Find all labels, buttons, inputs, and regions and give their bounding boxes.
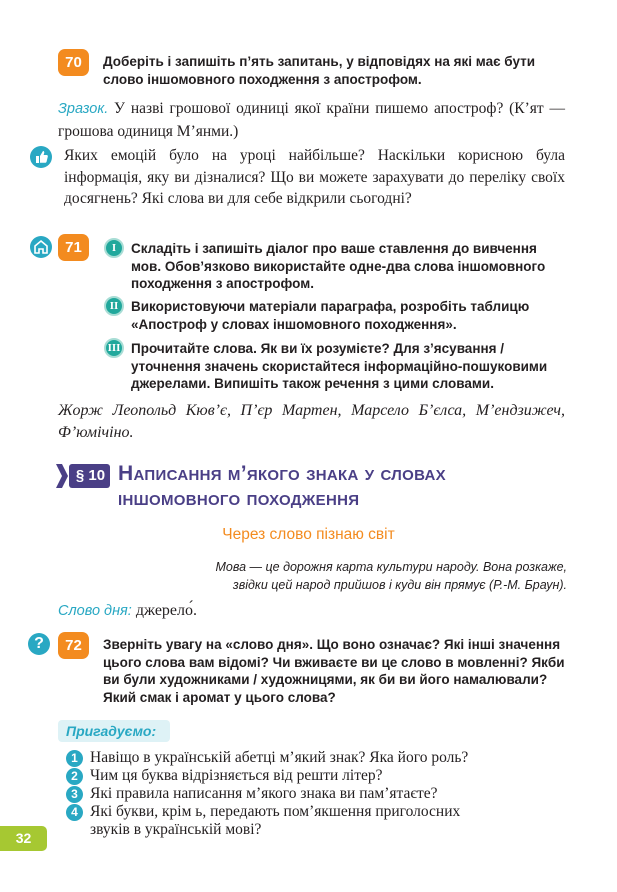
- task-item: Прочитайте слова. Як ви їх розумієте? Для з’ясування / уточнення значень скористайтеся інформаційно-пошуковими джерелами. Випишіть також речення з цими словами.: [131, 341, 548, 391]
- example: [58, 98, 565, 142]
- word-of-day: [58, 602, 197, 620]
- list-number: 1: [66, 750, 83, 767]
- task-number-badge: 71: [58, 234, 89, 261]
- list-number: 2: [66, 768, 83, 785]
- word-of-day-value: джерело́.: [135, 602, 197, 619]
- section-title-line: Написання м’якого знака у словах: [118, 462, 446, 485]
- example-label: Зразок.: [58, 101, 109, 117]
- list-item-continuation: звуків в українській мові?: [90, 821, 262, 838]
- thumbs-up-icon: [30, 146, 52, 168]
- list-item: Навіщо в українській абетці м’який знак? Яка його роль?: [90, 749, 469, 766]
- example-text: У назві грошової одиниці якої країни пишемо апостроф? (К’ят — грошова одиниця М’янми.): [58, 100, 566, 140]
- level-icon: III: [104, 338, 124, 358]
- reflection-text: Яких емоцій було на уроці найбільше? Наскільки корисною була інформація, яку ви дізналися? Що ви можете зарахувати до переліку своїх досягнень? Які слова ви для себе відкрили сьогодні?: [64, 147, 565, 207]
- list-number: 3: [66, 786, 83, 803]
- word-list: Жорж Леопольд Кюв’є, П’єр Мартен, Марсело Б’єлса, М’ендзижеч, Ф’юмічіно.: [58, 402, 565, 441]
- list-item: Чим ця буква відрізняється від решти літер?: [90, 767, 383, 784]
- page-number: 32: [0, 826, 47, 851]
- quote-line: Мова — це дорожня карта культури народу. Вона розкаже,: [215, 560, 567, 574]
- quote: [150, 558, 567, 594]
- section-subtitle: Через слово пізнаю світ: [222, 526, 395, 543]
- list-item: Які правила написання м’якого знака ви пам’ятаєте?: [90, 785, 438, 802]
- question-icon: ?: [28, 633, 50, 655]
- section-marker: [56, 464, 110, 488]
- level-icon: II: [104, 296, 124, 316]
- section-number: § 10: [75, 467, 106, 484]
- home-icon: [30, 236, 52, 258]
- task-number-badge: 70: [58, 49, 89, 76]
- recall-label: Пригадуємо:: [58, 720, 170, 742]
- task-number-badge: 72: [58, 632, 89, 659]
- task-text: Зверніть увагу на «слово дня». Що воно означає? Які інші значення цього слова вам відомі? Чи вживаєте ви це слово в мовленні? Якби ви були художниками / художницями, як би ви його намалювали? Який смак і аромат у цього слова?: [103, 637, 565, 705]
- task-item: Використовуючи матеріали параграфа, розробіть таблицю «Апостроф у словах іншомовного походження».: [131, 299, 530, 332]
- quote-line: звідки цей народ прийшов і куди він прямує (Р.-М. Браун).: [232, 578, 567, 592]
- level-icon: I: [104, 238, 124, 258]
- word-of-day-label: Слово дня:: [58, 603, 132, 619]
- section-title: [118, 461, 446, 511]
- section-title-line: іншомовного походження: [118, 487, 360, 510]
- list-number: 4: [66, 804, 83, 821]
- list-item: Які букви, крім ь, передають пом’якшення приголосних: [90, 803, 461, 820]
- task-text: Доберіть і запишіть п’ять запитань, у відповідях на які має бути слово іншомовного походження з апострофом.: [103, 54, 536, 87]
- task-item: Складіть і запишіть діалог про ваше ставлення до вивчення мов. Обов’язково використайте одне-два слова іншомовного походження з апострофом.: [131, 241, 546, 291]
